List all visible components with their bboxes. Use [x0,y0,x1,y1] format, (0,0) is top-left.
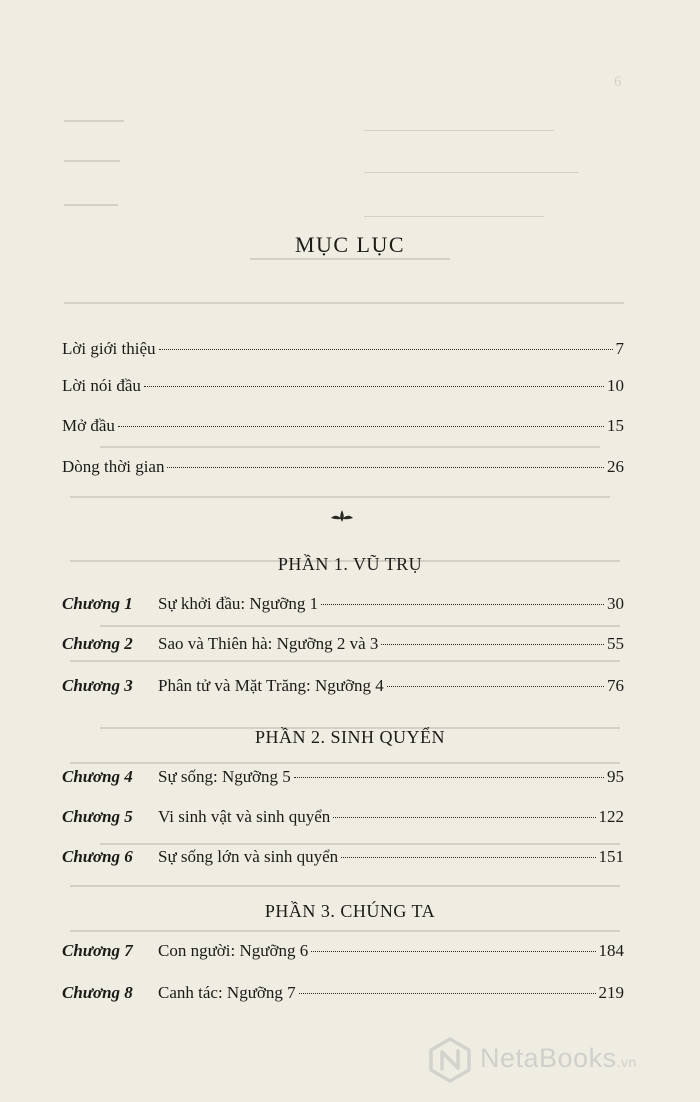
chapter-entry [62,941,624,967]
chapter-page: 219 [598,983,624,1002]
chapter-number: Chương 4 [62,767,133,786]
chapter-page: 151 [598,847,624,866]
dot-leader [341,856,595,858]
reverse-toc-ghost [64,120,636,220]
reverse-body-ghost-8 [100,843,620,845]
part-heading: PHẦN 3. CHÚNG TA [264,901,436,921]
toc-entry [62,339,624,365]
chapter-title: Phân tử và Mặt Trăng: Ngưỡng 4 [158,676,384,695]
reverse-body-ghost-9 [70,885,620,887]
reverse-line-ghost [64,302,624,304]
reverse-heading-ghost [250,258,450,260]
chapter-title: Vi sinh vật và sinh quyển [158,807,331,826]
chapter-title: Con người: Ngưỡng 6 [158,941,309,960]
chapter-page: 30 [607,594,624,613]
chapter-number: Chương 7 [62,941,133,960]
reverse-body-ghost-4 [100,625,620,627]
chapter-page: 95 [607,767,624,786]
watermark [428,1035,688,1087]
chapter-title: Sao và Thiên hà: Ngưỡng 2 và 3 [158,634,379,653]
chapter-entry [62,634,624,660]
reverse-body-ghost-1 [100,446,600,448]
dot-leader [159,348,613,350]
toc-entry [62,416,624,442]
toc-entry-page: 7 [615,339,624,358]
dot-leader [144,385,604,387]
chapter-entry [62,847,624,873]
chapter-page: 122 [598,807,624,826]
chapter-number: Chương 2 [62,634,133,653]
toc-entry-page: 10 [607,376,624,395]
reverse-body-ghost-5 [70,660,620,662]
chapter-number: Chương 1 [62,594,133,613]
toc-entry-label: Lời giới thiệu [62,339,156,358]
dot-leader [118,425,604,427]
watermark-text [480,1043,637,1074]
part-heading: PHẦN 2. SINH QUYỂN [254,727,445,747]
chapter-page: 55 [607,634,624,653]
chapter-number: Chương 8 [62,983,133,1002]
watermark-suffix: .vn [616,1054,637,1070]
dot-leader [333,816,595,818]
chapter-entry [62,807,624,833]
toc-entry [62,376,624,402]
chapter-entry [62,676,624,702]
reverse-page-number-ghost: 6 [614,74,622,90]
dot-leader [321,603,604,605]
dot-leader [299,992,596,994]
reverse-body-ghost-10 [70,930,620,932]
chapter-title: Canh tác: Ngưỡng 7 [158,983,296,1002]
chapter-title: Sự khởi đầu: Ngưỡng 1 [158,594,319,613]
page-title: MỤC LỤC [294,232,406,257]
part-heading: PHẦN 1. VŨ TRỤ [277,554,423,574]
chapter-entry [62,983,624,1009]
toc-entry-label: Dòng thời gian [62,457,165,476]
chapter-title: Sự sống: Ngưỡng 5 [158,767,291,786]
dot-leader [381,643,604,645]
toc-entry-page: 26 [607,457,624,476]
chapter-entry [62,767,624,793]
netabooks-logo-icon [428,1037,472,1083]
chapter-number: Chương 5 [62,807,133,826]
chapter-page: 76 [607,676,624,695]
chapter-title: Sự sống lớn và sinh quyển [158,847,339,866]
reverse-body-ghost-2 [70,496,610,498]
chapter-number: Chương 6 [62,847,133,866]
chapter-page: 184 [598,941,624,960]
chapter-entry [62,594,624,620]
chapter-number: Chương 3 [62,676,133,695]
dot-leader [311,950,595,952]
toc-entry-page: 15 [607,416,624,435]
dot-leader [387,685,604,687]
toc-entry [62,457,624,483]
toc-entry-label: Lời nói đầu [62,376,141,395]
watermark-brand: NetaBooks [480,1043,617,1073]
ornament-divider [330,509,354,523]
toc-entry-label: Mở đầu [62,416,115,435]
reverse-body-ghost-7 [70,762,620,764]
dot-leader [167,466,604,468]
dot-leader [294,776,604,778]
